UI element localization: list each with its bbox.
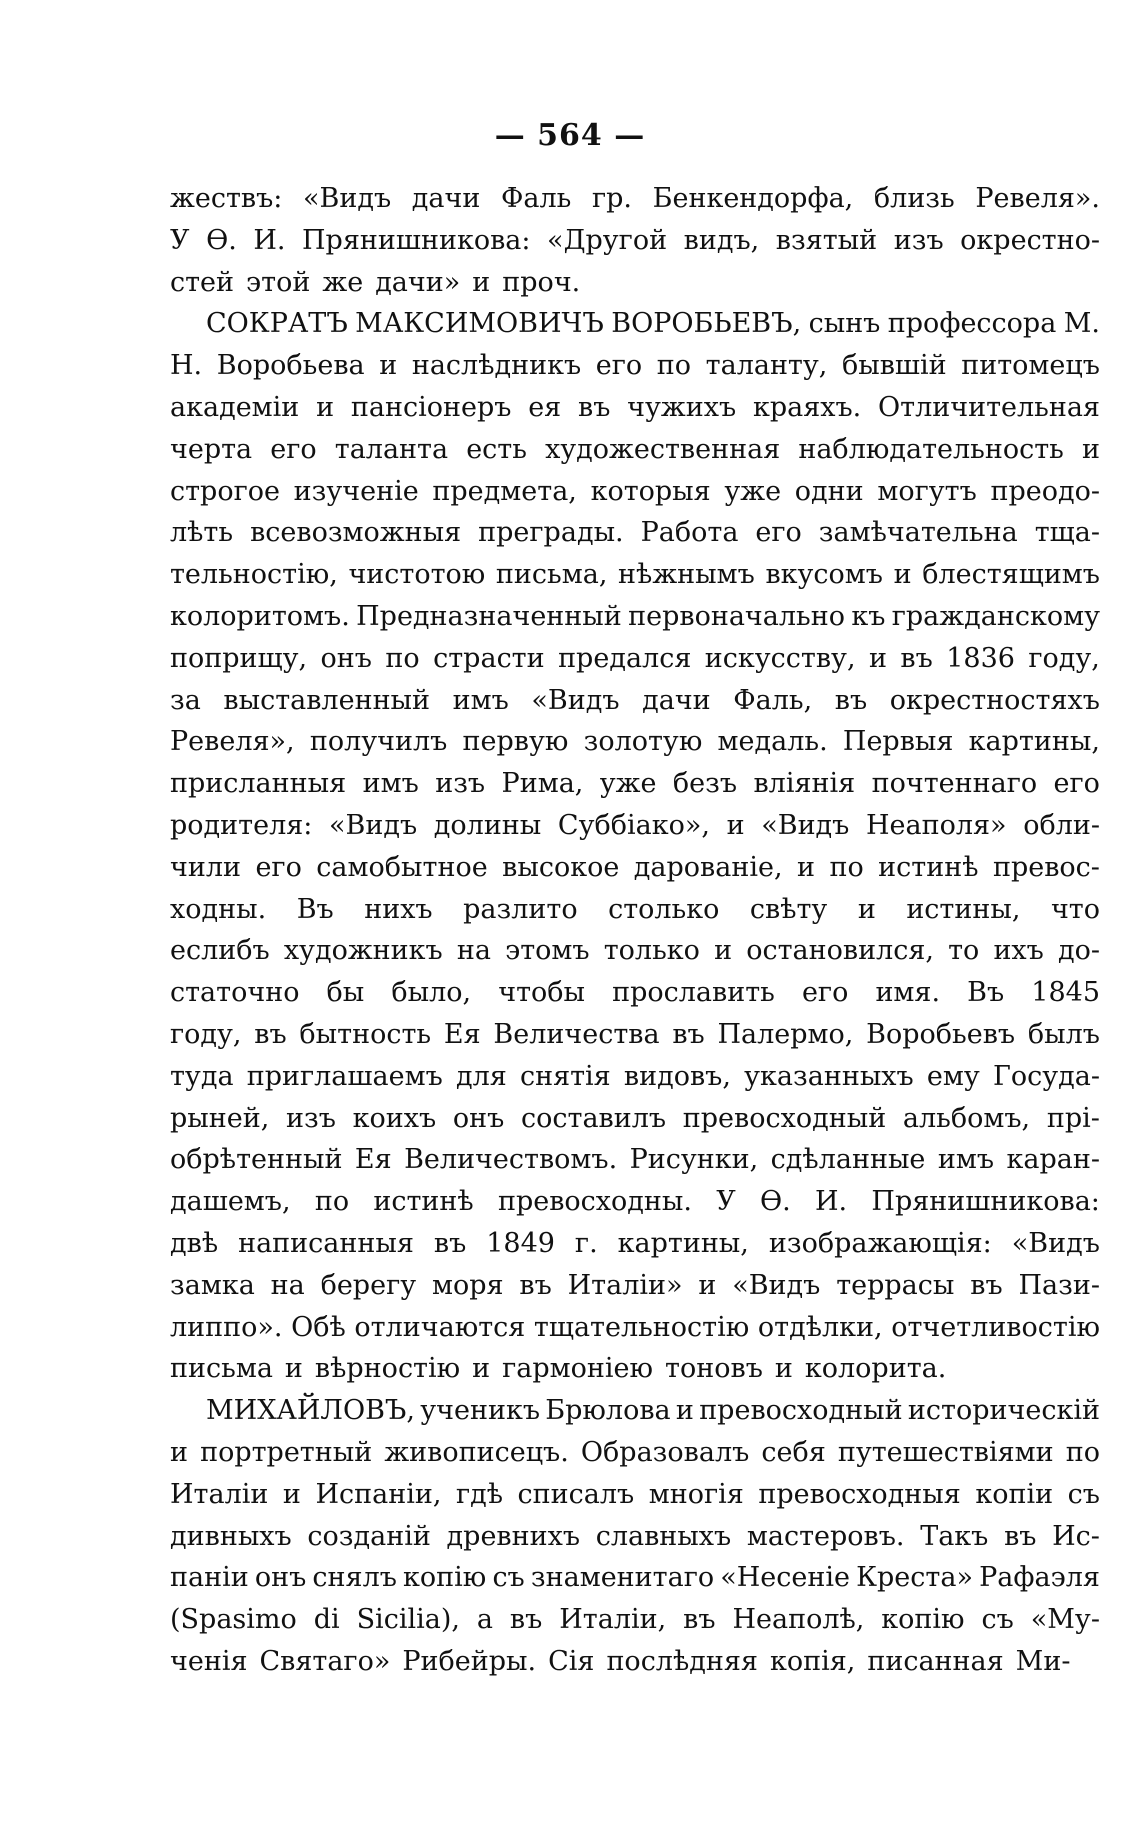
text-line: дашемъ, по истинѣ превосходны. У Ѳ. И. Прянишникова: bbox=[170, 1186, 1100, 1218]
text-line: колоритомъ. Предназначенный первоначально къ гражданскому bbox=[170, 600, 1100, 632]
text-line: статочно бы было, чтобы прославить его имя. Въ 1845 bbox=[170, 977, 1100, 1009]
text-line: за выставленный имъ «Видъ дачи Фаль, въ окрестностяхъ bbox=[170, 684, 1100, 716]
text-line: двѣ написанныя въ 1849 г. картины, изображающія: «Видъ bbox=[170, 1227, 1100, 1259]
text-line: паніи онъ снялъ копію съ знаменитаго «Несеніе Креста» Рафаэля bbox=[170, 1562, 1100, 1594]
text-line: письма и вѣрностію и гармоніею тоновъ и колорита. bbox=[170, 1353, 947, 1385]
text-line: рыней, изъ коихъ онъ составилъ превосходный альбомъ, прі- bbox=[170, 1102, 1100, 1134]
text-line: ченія Святаго» Рибейры. Сія послѣдняя копія, писанная Ми- bbox=[170, 1645, 1071, 1677]
text-line: и портретный живописецъ. Образовалъ себя путешествіями по bbox=[170, 1436, 1100, 1468]
text-line: дивныхъ созданій древнихъ славныхъ мастеровъ. Такъ въ Ис- bbox=[170, 1520, 1100, 1552]
text-line: обрѣтенный Ея Величествомъ. Рисунки, сдѣланные имъ каран- bbox=[170, 1144, 1100, 1176]
text-line: строгое изученіе предмета, которыя уже одни могутъ преодо- bbox=[170, 475, 1100, 507]
text-line: академіи и пансіонеръ ея въ чужихъ краяхъ. Отличительная bbox=[170, 391, 1100, 423]
text-line: черта его таланта есть художественная наблюдательность и bbox=[170, 433, 1100, 465]
text-line: СОКРАТЪ МАКСИМОВИЧЪ ВОРОБЬЕВЪ, сынъ профессора М. bbox=[206, 308, 1100, 340]
text-line: еслибъ художникъ на этомъ только и остановился, то ихъ до- bbox=[170, 935, 1100, 967]
text-line: ходны. Въ нихъ разлито столько свѣту и истины, что bbox=[170, 893, 1100, 925]
text-line: У Ѳ. И. Прянишникова: «Другой видъ, взятый изъ окрестно- bbox=[170, 224, 1100, 256]
text-line: стей этой же дачи» и проч. bbox=[170, 266, 581, 298]
text-line: чили его самобытное высокое дарованіе, и по истинѣ превос- bbox=[170, 851, 1100, 883]
text-line: тельностію, чистотою письма, нѣжнымъ вкусомъ и блестящимъ bbox=[170, 559, 1100, 591]
text-line: родителя: «Видъ долины Суббіако», и «Видъ Неаполя» обли- bbox=[170, 809, 1100, 841]
page-number: — 564 — bbox=[494, 118, 646, 153]
text-line: Н. Воробьева и наслѣдникъ его по таланту, бывшій питомецъ bbox=[170, 350, 1100, 382]
text-line: Ревеля», получилъ первую золотую медаль. Первыя картины, bbox=[170, 726, 1100, 758]
text-line: замка на берегу моря въ Италіи» и «Видъ террасы въ Пази- bbox=[170, 1269, 1100, 1301]
text-line: году, въ бытность Ея Величества въ Палермо, Воробьевъ былъ bbox=[170, 1018, 1100, 1050]
text-line: присланныя имъ изъ Рима, уже безъ вліянія почтеннаго его bbox=[170, 768, 1100, 800]
text-line: липпо». Обѣ отличаются тщательностію отдѣлки, отчетливостію bbox=[170, 1311, 1100, 1343]
text-line: Италіи и Испаніи, гдѣ списалъ многія превосходныя копіи съ bbox=[170, 1478, 1100, 1510]
text-line: жествъ: «Видъ дачи Фаль гр. Бенкендорфа, близь Ревеля». bbox=[170, 183, 1100, 214]
text-line: МИХАЙЛОВЪ, ученикъ Брюлова и превосходный историческій bbox=[206, 1395, 1100, 1427]
text-line: туда приглашаемъ для снятія видовъ, указанныхъ ему Госуда- bbox=[170, 1060, 1100, 1092]
text-line: (Spasimo di Sicilia), а въ Италіи, въ Неаполѣ, копію съ «Му- bbox=[170, 1604, 1100, 1636]
text-line: поприщу, онъ по страсти предался искусству, и въ 1836 году, bbox=[170, 642, 1100, 674]
body-text bbox=[170, 178, 1100, 1683]
text-line: лѣть всевозможныя преграды. Работа его замѣчательна тща- bbox=[170, 517, 1100, 549]
